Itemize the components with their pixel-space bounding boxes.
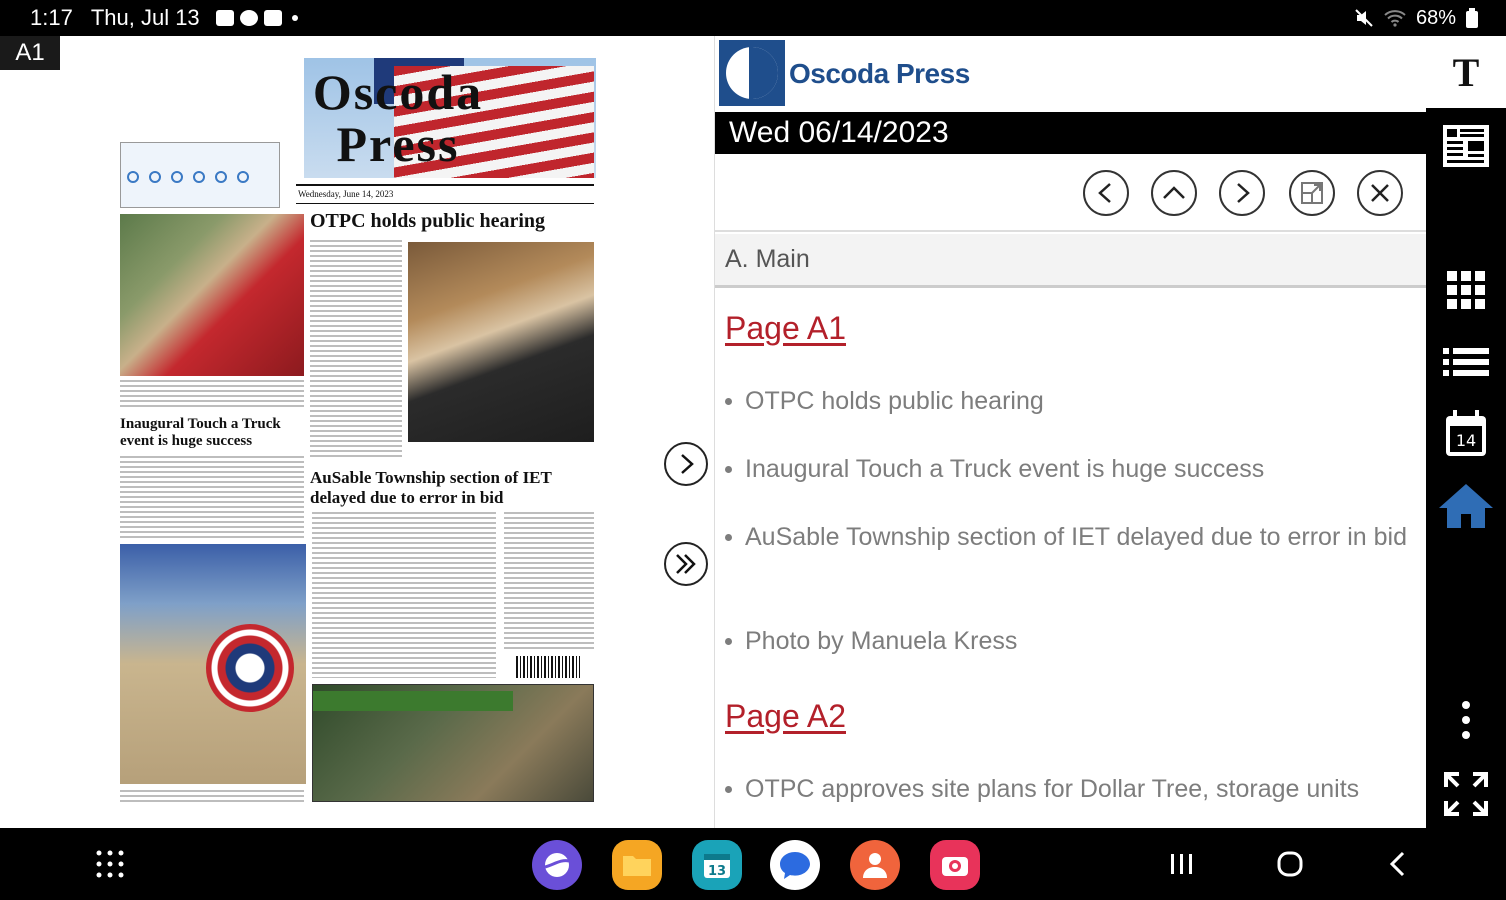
next-button[interactable] [1219, 170, 1265, 216]
grid-view-button[interactable] [1426, 260, 1506, 320]
newspaper-logo [719, 40, 785, 106]
contacts-app-icon[interactable] [850, 840, 900, 890]
double-chevron-right-icon [673, 552, 699, 576]
status-date: Thu, Jul 13 [90, 5, 200, 30]
weather-box [120, 142, 280, 208]
notification-icons [216, 10, 298, 26]
fit-page-button[interactable] [1289, 170, 1335, 216]
article-link[interactable]: Photo by Manuela Kress [725, 624, 1415, 658]
gallery-icon [216, 10, 234, 26]
newspaper-headline-center: AuSable Township section of IET delayed due to error in bid [310, 468, 552, 507]
article-text [312, 512, 496, 678]
battery-percent: 68% [1415, 6, 1456, 29]
table-of-contents-panel [714, 36, 1426, 828]
more-options-button[interactable] [1426, 690, 1506, 750]
status-bar [0, 0, 1506, 36]
article-text [120, 380, 304, 410]
photo-caption [120, 790, 304, 804]
internet-app-icon[interactable] [532, 840, 582, 890]
chevron-left-icon [1096, 181, 1116, 205]
newspaper-headline-left: Inaugural Touch a Truck event is huge success [120, 416, 281, 449]
issue-date: Wed 06/14/2023 [715, 112, 1427, 154]
article-text [504, 512, 594, 652]
up-button[interactable] [1151, 170, 1197, 216]
calendar-app-day: 13 [707, 864, 727, 879]
more-vertical-icon [1460, 700, 1472, 740]
status-right [1354, 0, 1478, 36]
brand-name: Oscoda Press [789, 58, 970, 89]
calendar-day: 14 [1455, 431, 1477, 450]
close-icon [1369, 182, 1391, 204]
panel-header [715, 36, 1427, 112]
page-link-a2[interactable]: Page A2 [725, 698, 846, 734]
chevron-right-icon [676, 452, 696, 476]
barcode-image [516, 656, 580, 678]
wifi-icon [1384, 9, 1406, 27]
list-view-button[interactable] [1426, 332, 1506, 392]
chat-icon [240, 10, 258, 26]
back-chevron-icon [1388, 850, 1408, 878]
fullscreen-icon [1443, 771, 1489, 817]
home-icon [1437, 482, 1495, 530]
recents-icon [1169, 852, 1195, 876]
toc-list [715, 290, 1427, 828]
newspaper-dateline: Wednesday, June 14, 2023 [296, 184, 594, 204]
more-notifications-icon [292, 15, 298, 21]
page-link-a1[interactable]: Page A1 [725, 310, 846, 346]
home-button[interactable] [1426, 476, 1506, 536]
article-text [120, 456, 304, 540]
files-app-icon[interactable] [612, 840, 662, 890]
back-button[interactable] [1376, 842, 1420, 886]
apps-grid-icon [95, 849, 125, 879]
mail-icon [264, 10, 282, 26]
shield-image [206, 624, 294, 712]
grid-icon [1446, 270, 1486, 310]
firefighters-photo [120, 214, 304, 376]
status-time: 1:17 [30, 5, 73, 30]
calendar-button[interactable] [1426, 404, 1506, 464]
mute-icon [1354, 8, 1374, 28]
page-viewer[interactable] [0, 36, 714, 828]
fit-page-icon [1299, 180, 1325, 206]
captain-america-photo [120, 544, 306, 784]
list-icon [1443, 347, 1489, 377]
battery-icon [1466, 8, 1478, 28]
chevron-right-icon [1232, 181, 1252, 205]
panel-toolbar [715, 154, 1427, 232]
thumbnails-icon [1442, 124, 1490, 168]
article-link[interactable]: AuSable Township section of IET delayed due to error in bid [725, 520, 1415, 554]
messages-app-icon[interactable] [770, 840, 820, 890]
chevron-up-icon [1161, 183, 1187, 203]
calendar-icon [1443, 410, 1489, 458]
article-link[interactable]: Inaugural Touch a Truck event is huge success [725, 452, 1415, 486]
article-link[interactable]: OTPC holds public hearing [725, 384, 1415, 418]
recent-apps-button[interactable] [1160, 842, 1204, 886]
last-page-button[interactable] [664, 542, 708, 586]
hearing-photo [408, 242, 594, 442]
fullscreen-button[interactable] [1426, 764, 1506, 824]
thumbnails-button[interactable] [1426, 116, 1506, 176]
page-badge: A1 [0, 36, 60, 70]
text-mode-button[interactable] [1426, 36, 1506, 108]
next-page-button[interactable] [664, 442, 708, 486]
home-nav-button[interactable] [1268, 842, 1312, 886]
right-sidebar [1426, 36, 1506, 828]
app-drawer-button[interactable] [88, 842, 132, 886]
advertisement [312, 684, 594, 802]
close-button[interactable] [1357, 170, 1403, 216]
calendar-app-icon[interactable] [692, 840, 742, 890]
article-text [310, 240, 402, 460]
camera-app-icon[interactable] [930, 840, 980, 890]
article-link[interactable]: OTPC approves site plans for Dollar Tree, storage units [725, 772, 1415, 806]
system-nav-bar [0, 828, 1506, 900]
home-circle-icon [1276, 850, 1304, 878]
newspaper-page-image[interactable] [118, 56, 596, 826]
newspaper-headline-main: OTPC holds public hearing [310, 210, 546, 232]
newspaper-masthead: Oscoda Press [312, 64, 484, 172]
previous-button[interactable] [1083, 170, 1129, 216]
section-header[interactable]: A. Main [715, 234, 1427, 288]
text-icon: T [1452, 49, 1480, 95]
